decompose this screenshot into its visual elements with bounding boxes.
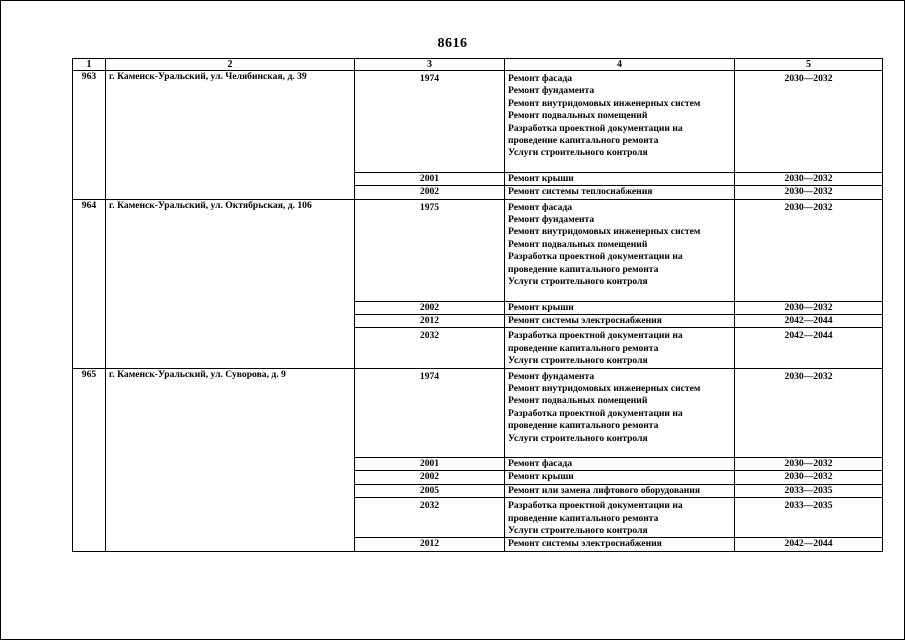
year-cell: 2002 [355, 471, 505, 484]
year-cell: 2012 [355, 538, 505, 551]
work-item: Ремонт подвальных помещений [508, 395, 648, 407]
works-cell [505, 457, 735, 470]
column-header-4: 4 [505, 59, 735, 71]
year-cell: 2032 [355, 498, 505, 538]
work-item: Ремонт или замена лифтового оборудования [508, 484, 701, 496]
record-number: 963 [73, 71, 106, 200]
work-item: Услуги строительного контроля [508, 525, 648, 536]
works-cell [505, 328, 735, 368]
work-item: Ремонт фундамента [508, 214, 595, 226]
year-cell: 2032 [355, 328, 505, 368]
period-cell: 2042—2044 [735, 328, 883, 368]
works-cell [505, 301, 735, 314]
year-cell: 1974 [355, 368, 505, 457]
work-item: Ремонт подвальных помещений [508, 238, 648, 250]
page-number: 8616 [437, 36, 468, 51]
building-address: г. Каменск-Уральский, ул. Октябрьская, д. 106 [106, 199, 355, 368]
column-header-5: 5 [735, 59, 883, 71]
work-item: Ремонт системы электроснабжения [508, 314, 662, 326]
year-cell: 2001 [355, 172, 505, 185]
work-item: Ремонт фундамента [508, 370, 595, 382]
work-item: Разработка проектной документации на [508, 500, 683, 512]
work-item: Услуги строительного контроля [508, 355, 648, 367]
column-header-2: 2 [106, 59, 355, 71]
year-cell: 2002 [355, 186, 505, 199]
works-cell [505, 314, 735, 327]
work-item: Услуги строительного контроля [508, 276, 648, 288]
period-cell: 2030—2032 [735, 457, 883, 470]
table-row [73, 368, 883, 457]
record-number: 965 [73, 368, 106, 551]
work-item: Ремонт фасада [508, 201, 573, 213]
work-item: Ремонт подвальных помещений [508, 110, 648, 122]
year-cell: 1974 [355, 71, 505, 173]
works-cell [505, 199, 735, 301]
work-item: Ремонт системы электроснабжения [508, 538, 662, 550]
work-item: Разработка проектной документации на [508, 122, 683, 134]
building-address: г. Каменск-Уральский, ул. Челябинская, д. 39 [106, 71, 355, 200]
works-cell [505, 186, 735, 199]
work-item: Ремонт системы теплоснабжения [508, 186, 653, 198]
period-cell: 2042—2044 [735, 538, 883, 551]
period-cell: 2030—2032 [735, 199, 883, 301]
works-cell [505, 71, 735, 173]
works-cell [505, 484, 735, 497]
cell-spacer [508, 289, 731, 301]
year-cell: 2005 [355, 484, 505, 497]
table-row [73, 199, 883, 301]
work-item: Ремонт внутридомовых инженерных систем [508, 382, 701, 394]
period-cell: 2030—2032 [735, 186, 883, 199]
period-cell: 2042—2044 [735, 314, 883, 327]
work-item: Ремонт фасада [508, 73, 573, 84]
works-cell [505, 498, 735, 538]
period-cell: 2030—2032 [735, 172, 883, 185]
work-item: проведение капитального ремонта [508, 342, 659, 354]
work-item: Ремонт фундамента [508, 85, 595, 97]
work-item: Разработка проектной документации на [508, 407, 683, 419]
period-cell: 2030—2032 [735, 368, 883, 457]
capital-repair-table [72, 58, 883, 552]
period-cell: 2030—2032 [735, 301, 883, 314]
work-item: проведение капитального ремонта [508, 135, 659, 147]
column-number-row [73, 59, 883, 71]
column-header-3: 3 [355, 59, 505, 71]
work-item: Ремонт крыши [508, 172, 574, 184]
year-cell: 2001 [355, 457, 505, 470]
record-number: 964 [73, 199, 106, 368]
building-address: г. Каменск-Уральский, ул. Суворова, д. 9 [106, 368, 355, 551]
year-cell: 1975 [355, 199, 505, 301]
work-item: Ремонт крыши [508, 471, 574, 483]
period-cell: 2030—2032 [735, 471, 883, 484]
work-item: Ремонт внутридомовых инженерных систем [508, 226, 701, 238]
work-item: Ремонт внутридомовых инженерных систем [508, 97, 701, 109]
work-item: Услуги строительного контроля [508, 147, 648, 159]
column-header-1: 1 [73, 59, 106, 71]
work-item: Ремонт крыши [508, 301, 574, 313]
cell-spacer [508, 160, 731, 172]
cell-spacer [508, 445, 731, 457]
work-item: Ремонт фасада [508, 457, 573, 469]
year-cell: 2002 [355, 301, 505, 314]
period-cell: 2030—2032 [735, 71, 883, 173]
works-cell [505, 368, 735, 457]
period-cell: 2033—2035 [735, 484, 883, 497]
work-item: проведение капитального ремонта [508, 512, 659, 524]
work-item: проведение капитального ремонта [508, 420, 659, 432]
work-item: проведение капитального ремонта [508, 263, 659, 275]
works-cell [505, 471, 735, 484]
work-item: Разработка проектной документации на [508, 330, 683, 342]
period-cell: 2033—2035 [735, 498, 883, 538]
work-item: Разработка проектной документации на [508, 251, 683, 263]
work-item: Услуги строительного контроля [508, 432, 648, 444]
table-row [73, 71, 883, 173]
year-cell: 2012 [355, 314, 505, 327]
works-cell [505, 172, 735, 185]
works-cell [505, 538, 735, 551]
